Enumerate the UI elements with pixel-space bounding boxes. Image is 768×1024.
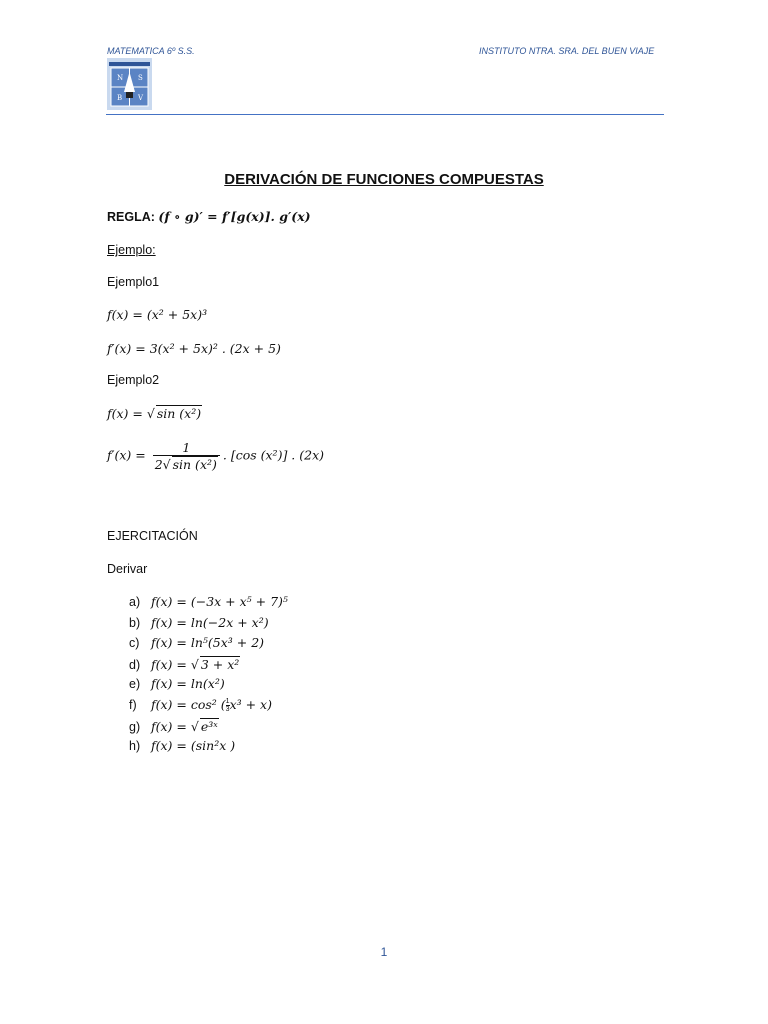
exercise-h: h) f(x) = (sin²x ) (129, 738, 236, 754)
small-fraction: $\frac{1}{3}$ (225, 698, 230, 714)
logo-letter-s: S (138, 74, 143, 82)
ejemplo2-label: Ejemplo2 (107, 373, 160, 387)
derivar-label: Derivar (107, 562, 148, 576)
exercise-b: b) f(x) = ln(−2x + x²) (129, 614, 269, 630)
exercise-list (129, 594, 288, 759)
rule-formula: (f ∘ g)′ = f′[g(x)]. g′(x) (158, 209, 311, 224)
ejemplo2-fprime-lhs: f′(x) = (107, 447, 150, 463)
exercise-c: c) f(x) = ln⁵(5x³ + 2) (129, 635, 265, 651)
ejemplo2-fprime-rest: . [cos (x²)] . (2x) (222, 447, 324, 463)
ejemplo2-f-radicand: sin (x²) (156, 406, 202, 421)
header-divider (106, 114, 664, 115)
exercise-d: d) f(x) = √ 3 + x² (129, 656, 240, 672)
fraction-denominator: 2√ sin (x²) (154, 457, 217, 472)
header-right-text: INSTITUTO NTRA. SRA. DEL BUEN VIAJE (479, 46, 655, 56)
ejemplo1-label: Ejemplo1 (107, 275, 160, 289)
ejemplo1-derivative: f′(x) = 3(x² + 5x)² . (2x + 5) (107, 341, 281, 356)
fraction-numerator: 1 (153, 440, 220, 456)
page-title: DERIVACIÓN DE FUNCIONES COMPUESTAS (224, 171, 544, 188)
sqrt-sign: √ (190, 656, 199, 672)
logo-letter-v: V (138, 94, 144, 102)
exercise-g: g) f(x) = √ e³ˣ (129, 718, 218, 734)
ejemplo1-function: f(x) = (x² + 5x)³ (107, 307, 208, 322)
ejemplo-heading: Ejemplo: (107, 243, 156, 257)
ejemplo2-f-lhs: f(x) = (107, 406, 147, 421)
page-number: 1 (380, 945, 388, 959)
ejercitacion-heading: EJERCITACIÓN (107, 529, 198, 543)
sqrt-sign: √ (190, 718, 199, 734)
rule-line (107, 209, 311, 224)
ejemplo2-derivative (107, 440, 324, 472)
exercise-e: e) f(x) = ln(x²) (129, 676, 225, 692)
exercise-f: f) f(x) = cos² ( $\frac{1}{3}$ x³ + x) (129, 696, 272, 714)
ejemplo2-function (107, 405, 202, 421)
sqrt-sign: √ (146, 406, 155, 421)
exercise-a: a) f(x) = (−3x + x⁵ + 7)⁵ (129, 594, 288, 609)
school-logo (107, 58, 152, 110)
rule-label: REGLA: (107, 210, 155, 224)
ejemplo2-fraction (153, 440, 220, 472)
logo-letter-b: B (117, 94, 123, 102)
logo-letter-n: N (117, 74, 124, 82)
header-left-text: MATEMATICA 6º S.S. (107, 46, 195, 56)
